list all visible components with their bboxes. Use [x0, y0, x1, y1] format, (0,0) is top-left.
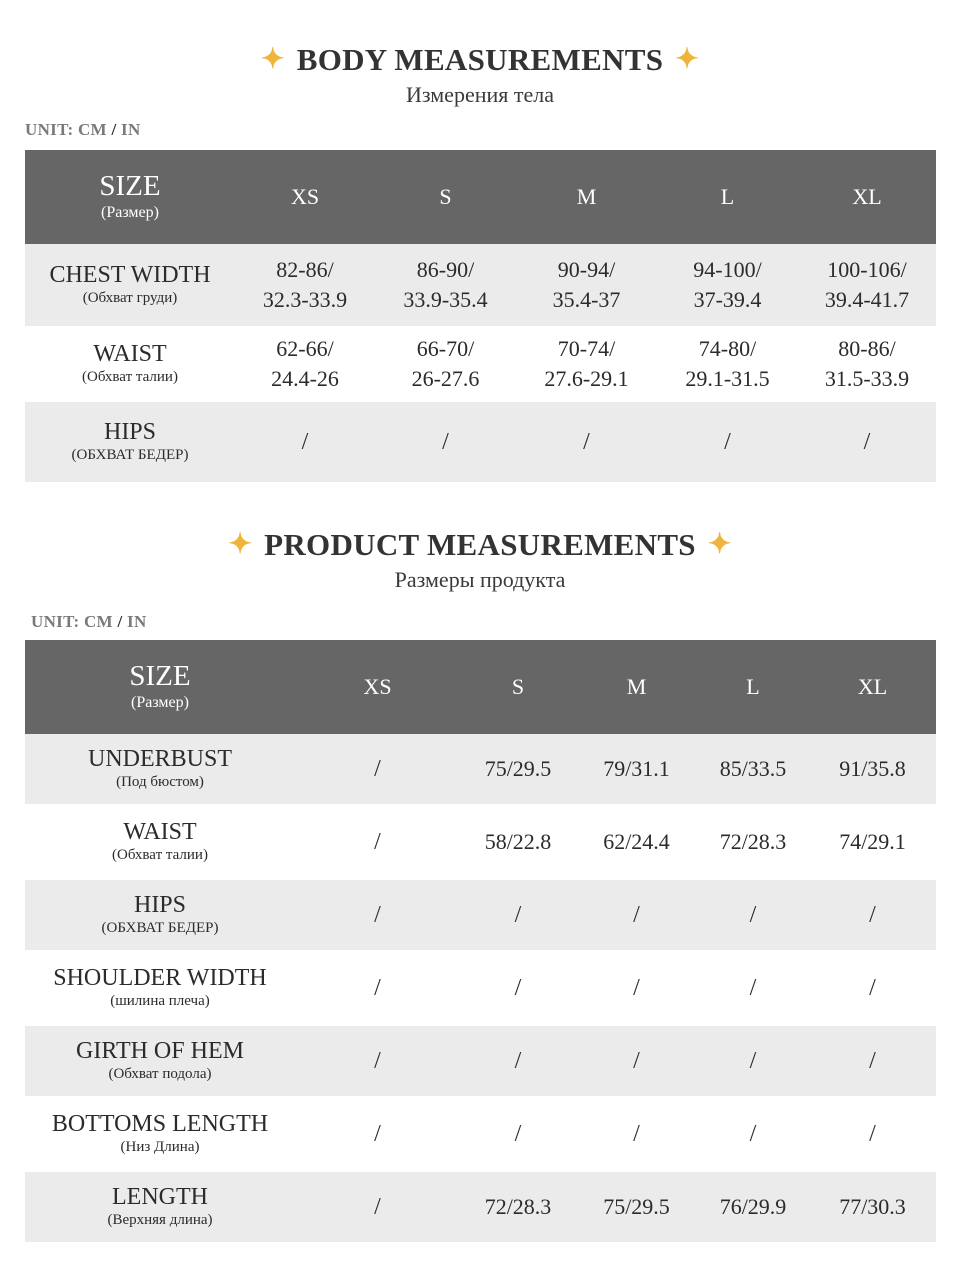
value-in: 31.5-33.9	[824, 366, 910, 391]
value-cell: /	[809, 1026, 936, 1096]
size-label: SIZE	[129, 659, 191, 692]
value-cell: /	[809, 950, 936, 1026]
table-row-waist	[25, 326, 936, 402]
table-row-underbust	[25, 734, 936, 804]
value-in: 37-39.4	[693, 287, 762, 312]
product-measurements-table	[25, 640, 936, 1242]
unit-separator: /	[111, 120, 117, 139]
value-cell: /	[697, 1026, 809, 1096]
value-cell: /	[295, 1096, 460, 1172]
value-cell: /	[235, 402, 375, 482]
value-cell	[235, 326, 375, 402]
table-row-girth-of-hem	[25, 1026, 936, 1096]
row-sublabel: (Низ Длина)	[120, 1139, 200, 1155]
value-cell: /	[576, 1096, 697, 1172]
unit-separator: /	[117, 612, 123, 631]
value-cell: /	[460, 1026, 576, 1096]
value-cm: 66-70/	[416, 336, 475, 361]
value-cell: 75/29.5	[576, 1172, 697, 1242]
table-header-row	[25, 640, 936, 734]
row-sublabel: (ОБХВАТ БЕДЕР)	[101, 920, 219, 936]
row-label-cell	[25, 402, 235, 482]
value-cell: /	[460, 1096, 576, 1172]
value-in: 33.9-35.4	[403, 287, 488, 312]
value-cell: /	[697, 1096, 809, 1172]
table-row-chest-width	[25, 244, 936, 326]
value-cell: /	[460, 880, 576, 950]
value-in: 26-27.6	[411, 366, 480, 391]
value-cell	[235, 244, 375, 326]
product-title-text: PRODUCT MEASUREMENTS	[264, 527, 696, 562]
body-measurements-table	[25, 150, 936, 482]
product-measurements-subtitle: Размеры продукта	[394, 567, 566, 592]
table-row-shoulder-width	[25, 950, 936, 1026]
row-sublabel: (Обхват подола)	[108, 1066, 212, 1082]
value-in: 24.4-26	[271, 366, 339, 391]
size-xs: XS	[235, 150, 375, 244]
value-cell: /	[375, 402, 516, 482]
row-sublabel: (Обхват груди)	[82, 290, 178, 306]
size-xl: XL	[798, 150, 936, 244]
sparkle-star-icon: ✦	[675, 44, 700, 75]
row-label: WAIST	[93, 341, 167, 367]
row-sublabel: (шилина плеча)	[110, 993, 210, 1009]
value-cell: /	[516, 402, 657, 482]
value-cell: /	[697, 950, 809, 1026]
value-cell: 75/29.5	[460, 734, 576, 804]
value-cell: 91/35.8	[809, 734, 936, 804]
size-l: L	[697, 640, 809, 734]
size-l: L	[657, 150, 798, 244]
value-cell	[375, 244, 516, 326]
row-label-cell	[25, 734, 295, 804]
value-cell	[516, 326, 657, 402]
row-label-cell	[25, 244, 235, 326]
value-cm: 86-90/	[416, 257, 475, 282]
unit-prefix: UNIT: CM	[31, 612, 113, 631]
table-row-hips	[25, 880, 936, 950]
body-unit-label	[25, 120, 141, 140]
value-cell	[798, 244, 936, 326]
sparkle-star-icon: ✦	[707, 529, 732, 560]
value-cell: /	[576, 880, 697, 950]
size-s: S	[375, 150, 516, 244]
value-cell: /	[576, 1026, 697, 1096]
value-cell: /	[576, 950, 697, 1026]
row-label-cell	[25, 1172, 295, 1242]
value-cell: 85/33.5	[697, 734, 809, 804]
value-cell	[657, 244, 798, 326]
value-cell	[798, 326, 936, 402]
row-label: SHOULDER WIDTH	[53, 965, 267, 991]
size-xs: XS	[295, 640, 460, 734]
value-cm: 90-94/	[557, 257, 616, 282]
value-cm: 80-86/	[838, 336, 896, 361]
value-cm: 62-66/	[276, 336, 334, 361]
body-measurements-subtitle: Измерения тела	[405, 82, 554, 107]
row-label-cell	[25, 1096, 295, 1172]
value-cm: 70-74/	[557, 336, 616, 361]
row-sublabel: (ОБХВАТ БЕДЕР)	[71, 447, 189, 463]
value-cell: 76/29.9	[697, 1172, 809, 1242]
unit-suffix: IN	[121, 120, 141, 139]
size-m: M	[516, 150, 657, 244]
size-xl: XL	[809, 640, 936, 734]
value-cell: /	[295, 1172, 460, 1242]
row-label: UNDERBUST	[87, 746, 232, 772]
row-sublabel: (Обхват талии)	[112, 847, 208, 863]
value-cm: 82-86/	[276, 257, 334, 282]
size-s: S	[460, 640, 576, 734]
size-header-cell	[25, 150, 235, 244]
value-cell: /	[460, 950, 576, 1026]
value-cm: 94-100/	[693, 257, 762, 282]
value-cell: /	[295, 950, 460, 1026]
table-row-bottoms-length	[25, 1096, 936, 1172]
value-cell: 62/24.4	[576, 804, 697, 880]
product-measurements-title	[0, 527, 960, 563]
row-label: HIPS	[103, 419, 157, 445]
value-cm: 100-106/	[827, 257, 907, 282]
value-cell	[516, 244, 657, 326]
body-measurements-title	[0, 42, 960, 78]
row-label-cell	[25, 804, 295, 880]
value-cell: 77/30.3	[809, 1172, 936, 1242]
value-in: 39.4-41.7	[824, 287, 910, 312]
product-unit-label	[31, 612, 147, 632]
value-cell: /	[697, 880, 809, 950]
row-label: HIPS	[133, 892, 187, 918]
row-sublabel: (Верхняя длина)	[107, 1212, 213, 1228]
value-cell	[375, 326, 516, 402]
value-cm: 74-80/	[698, 336, 757, 361]
value-cell: /	[295, 1026, 460, 1096]
row-label-cell	[25, 880, 295, 950]
row-label: CHEST WIDTH	[49, 262, 211, 288]
value-in: 35.4-37	[552, 287, 621, 312]
table-row-hips	[25, 402, 936, 482]
row-label: LENGTH	[112, 1184, 208, 1210]
value-cell: /	[657, 402, 798, 482]
value-cell: /	[798, 402, 936, 482]
table-header-row	[25, 150, 936, 244]
value-cell: /	[809, 1096, 936, 1172]
row-sublabel: (Обхват талии)	[82, 369, 178, 385]
value-cell: 74/29.1	[809, 804, 936, 880]
value-cell: 72/28.3	[460, 1172, 576, 1242]
size-sublabel: (Размер)	[101, 203, 159, 221]
value-cell: /	[295, 804, 460, 880]
size-header-cell	[25, 640, 295, 734]
size-label: SIZE	[99, 169, 161, 202]
size-m: M	[576, 640, 697, 734]
body-title-text: BODY MEASUREMENTS	[296, 42, 664, 77]
value-cell: /	[295, 734, 460, 804]
value-cell: /	[809, 880, 936, 950]
row-label: BOTTOMS LENGTH	[51, 1111, 269, 1137]
table-row-length	[25, 1172, 936, 1242]
row-label-cell	[25, 326, 235, 402]
size-sublabel: (Размер)	[131, 693, 189, 711]
value-cell: /	[295, 880, 460, 950]
sparkle-star-icon: ✦	[228, 529, 253, 560]
unit-suffix: IN	[127, 612, 147, 631]
value-cell: 79/31.1	[576, 734, 697, 804]
row-label: WAIST	[123, 819, 197, 845]
row-label-cell	[25, 1026, 295, 1096]
value-cell: 72/28.3	[697, 804, 809, 880]
value-cell	[657, 326, 798, 402]
sparkle-star-icon: ✦	[260, 44, 285, 75]
value-in: 27.6-29.1	[544, 366, 629, 391]
unit-prefix: UNIT: CM	[25, 120, 107, 139]
value-cell: 58/22.8	[460, 804, 576, 880]
table-row-waist	[25, 804, 936, 880]
value-in: 29.1-31.5	[685, 366, 770, 391]
row-label-cell	[25, 950, 295, 1026]
value-in: 32.3-33.9	[262, 287, 348, 312]
row-sublabel: (Под бюстом)	[116, 774, 204, 790]
row-label: GIRTH OF HEM	[76, 1038, 244, 1064]
